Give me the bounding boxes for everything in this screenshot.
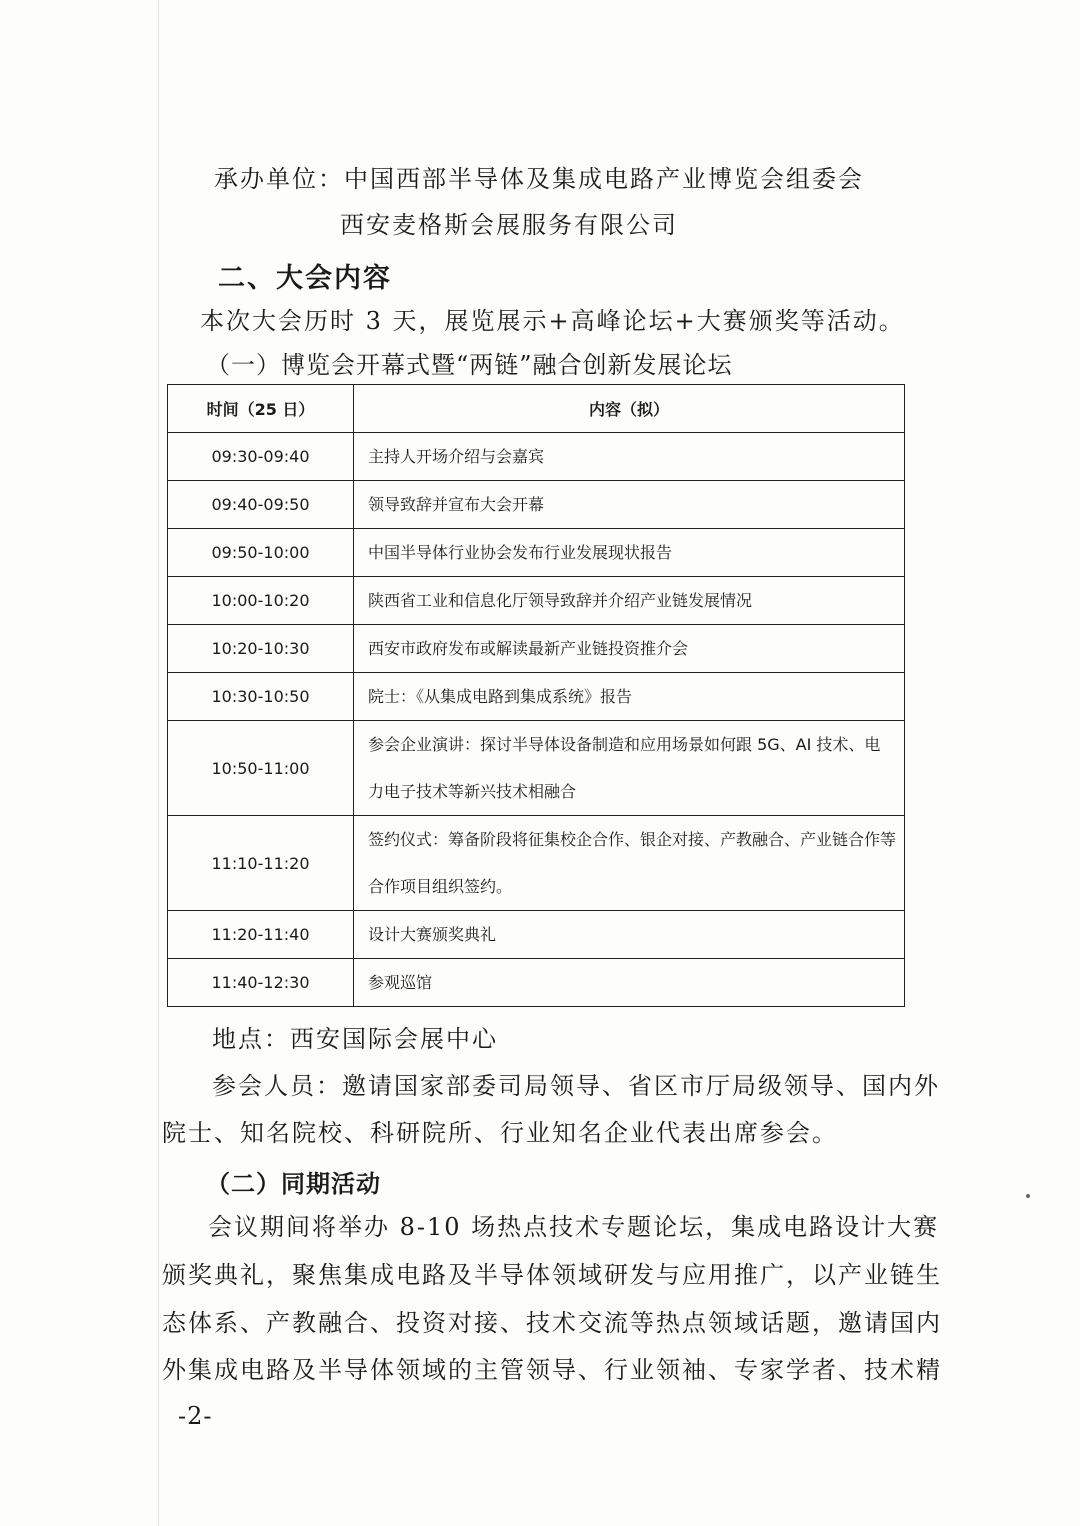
- row-content: 陕西省工业和信息化厅领导致辞并介绍产业链发展情况: [354, 577, 905, 625]
- row-content: 中国半导体行业协会发布行业发展现状报告: [354, 529, 905, 577]
- table-row: [168, 816, 905, 911]
- row-time: 09:40-09:50: [168, 481, 354, 529]
- row-time: 09:50-10:00: [168, 529, 354, 577]
- attendees-line-2: 院士、知名院校、科研院所、行业知名企业代表出席参会。: [162, 1119, 838, 1147]
- header-content: 内容（拟）: [354, 385, 905, 433]
- activity-line: 会议期间将举办 8-10 场热点技术专题论坛，集成电路设计大赛: [208, 1213, 940, 1241]
- subsection-heading-2: （二）同期活动: [206, 1170, 381, 1198]
- table-row: [168, 481, 905, 529]
- page-number: -2-: [178, 1402, 213, 1430]
- row-content: 设计大赛颁奖典礼: [354, 911, 905, 959]
- scan-speck: [1026, 1194, 1030, 1198]
- row-time: 11:10-11:20: [168, 816, 354, 911]
- organizer-name-2: 西安麦格斯会展服务有限公司: [340, 211, 678, 239]
- row-content: 主持人开场介绍与会嘉宾: [354, 433, 905, 481]
- table-row: [168, 577, 905, 625]
- activity-line: 颁奖典礼，聚焦集成电路及半导体领域研发与应用推广，以产业链生: [162, 1261, 942, 1289]
- activity-line: 态体系、产教融合、投资对接、技术交流等热点领域话题，邀请国内: [162, 1309, 942, 1337]
- row-content: 西安市政府发布或解读最新产业链投资推介会: [354, 625, 905, 673]
- row-time: 10:00-10:20: [168, 577, 354, 625]
- row-time: 10:50-11:00: [168, 721, 354, 816]
- organizer-name-1: 中国西部半导体及集成电路产业博览会组委会: [344, 165, 864, 193]
- row-time: 11:20-11:40: [168, 911, 354, 959]
- row-content: 领导致辞并宣布大会开幕: [354, 481, 905, 529]
- row-time: 10:30-10:50: [168, 673, 354, 721]
- subsection-heading-1: （一）博览会开幕式暨“两链”融合创新发展论坛: [206, 351, 733, 379]
- row-time: 11:40-12:30: [168, 959, 354, 1007]
- header-time: 时间（25 日）: [168, 385, 354, 433]
- table-row: [168, 529, 905, 577]
- table-row: [168, 959, 905, 1007]
- attendees-line-1: 参会人员：邀请国家部委司局领导、省区市厅局级领导、国内外: [212, 1072, 940, 1100]
- table-row: [168, 911, 905, 959]
- scan-binding-line: [158, 0, 159, 1526]
- section-heading: 二、大会内容: [218, 263, 392, 294]
- row-time: 10:20-10:30: [168, 625, 354, 673]
- table-header-row: [168, 385, 905, 433]
- table-row: [168, 721, 905, 816]
- row-time: 09:30-09:40: [168, 433, 354, 481]
- table-row: [168, 433, 905, 481]
- row-content: 参观巡馆: [354, 959, 905, 1007]
- section-intro: 本次大会历时 3 天，展览展示+高峰论坛+大赛颁奖等活动。: [200, 307, 905, 335]
- row-content: 签约仪式：筹备阶段将征集校企合作、银企对接、产教融合、产业链合作等合作项目组织签约。: [354, 816, 905, 911]
- organizer-line-1: [214, 164, 864, 194]
- row-content: 院士：《从集成电路到集成系统》报告: [354, 673, 905, 721]
- table-row: [168, 673, 905, 721]
- venue-line: 地点：西安国际会展中心: [212, 1025, 498, 1053]
- row-content: 参会企业演讲：探讨半导体设备制造和应用场景如何跟 5G、AI 技术、电力电子技术等新兴技术相融合: [354, 721, 905, 816]
- table-row: [168, 625, 905, 673]
- schedule-table: [167, 384, 905, 1007]
- activity-line: 外集成电路及半导体领域的主管领导、行业领袖、专家学者、技术精: [162, 1356, 942, 1384]
- organizer-label: 承办单位：: [214, 165, 344, 193]
